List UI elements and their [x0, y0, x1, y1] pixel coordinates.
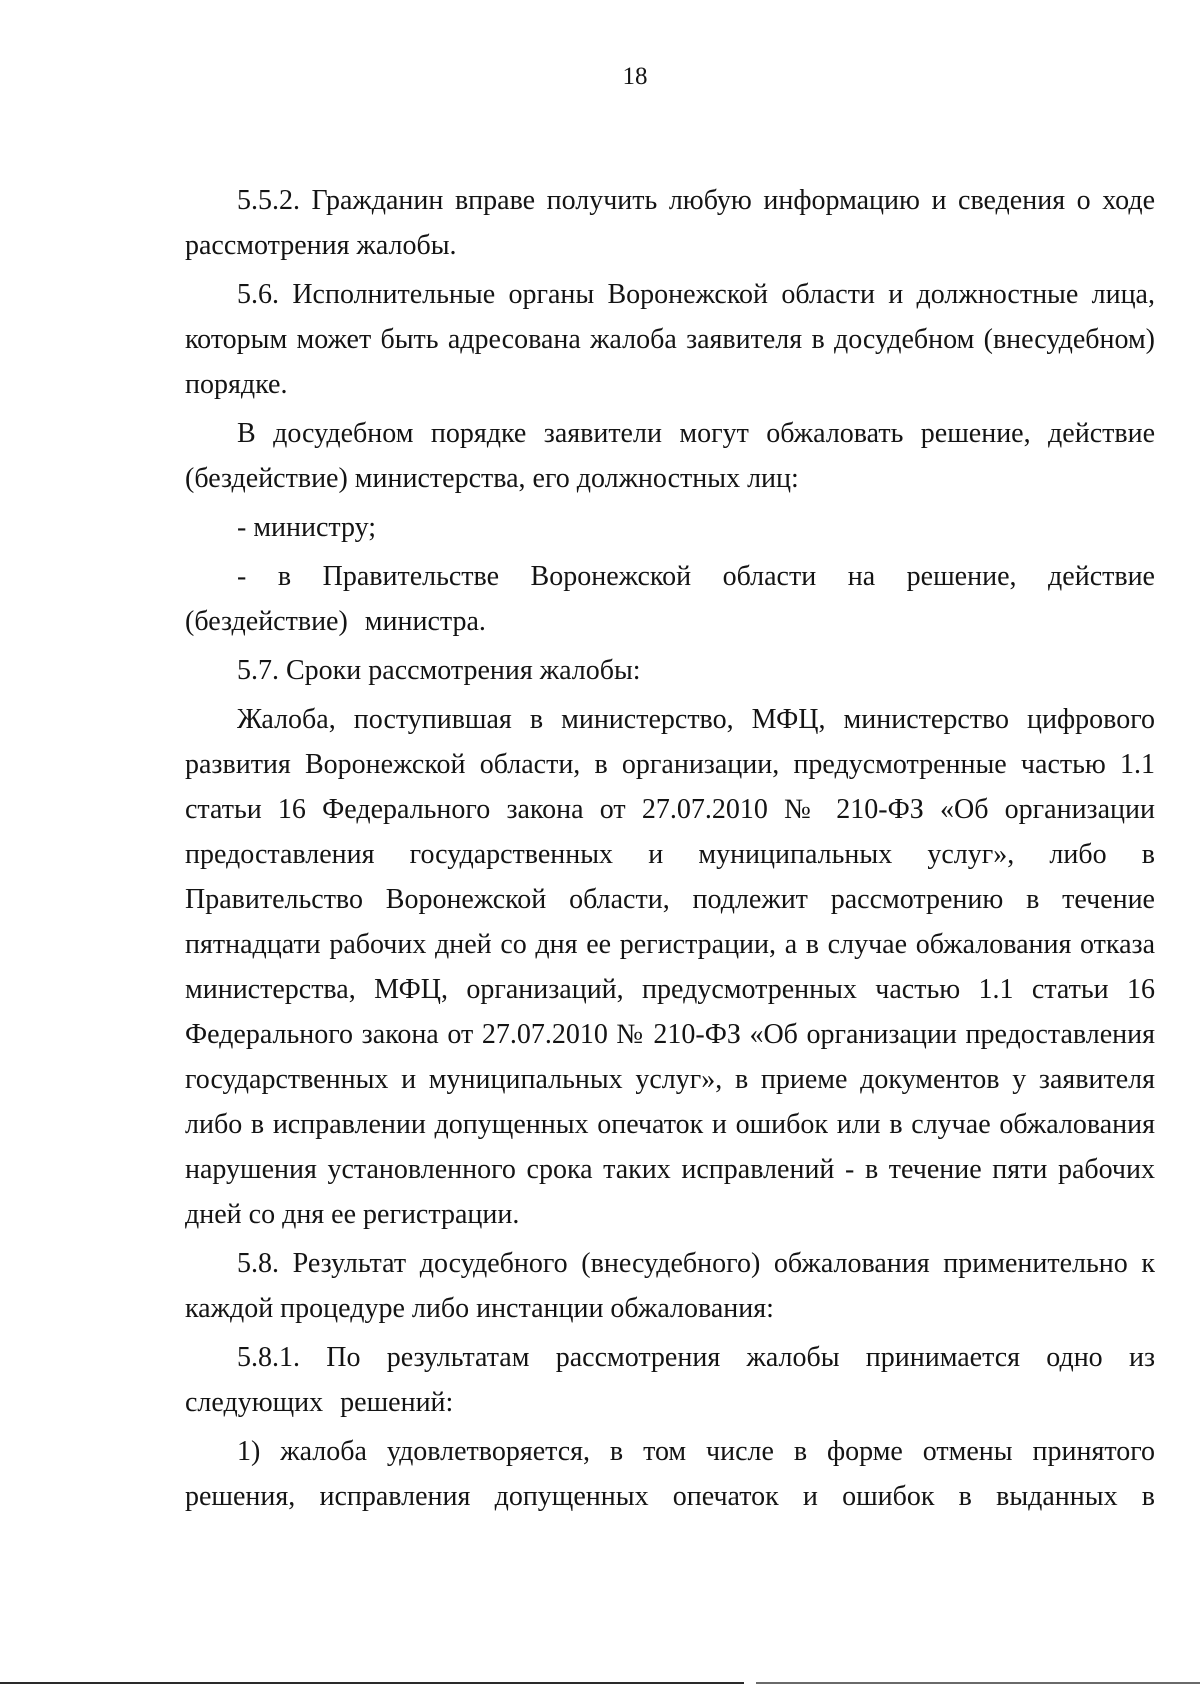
- list-item-complaint-satisfied: 1) жалоба удовлетворяется, в том числе в форме отмены принятого решения, исправления допущенных опечаток и ошибок в выданных в: [185, 1436, 1155, 1512]
- paragraph-complaint-terms: Жалоба, поступившая в министерство, МФЦ, министерство цифрового развития Воронежской области, в организации, предусмотренные частью 1.1 статьи 16 Федерального закона от 27.07.2010 № 210-ФЗ «Об организации предоставления государственных и муниципальных услуг», либо в Правительство Воронежской области, подлежит рассмотрению в течение пятнадцати рабочих дней со дня ее регистрации, а в случае обжалования отказа министерства, МФЦ, организаций, предусмотренных частью 1.1 статьи 16 Федерального закона от 27.07.2010 № 210-ФЗ «Об организации предоставления государственных и муниципальных услуг», в приеме документов у заявителя либо в исправлении допущенных опечаток и ошибок или в случае обжалования нарушения установленного срока таких исправлений - в течение пяти рабочих дней со дня ее регистрации.: [185, 704, 1155, 1230]
- list-item-minister: - министру;: [237, 512, 377, 543]
- paragraph-5-8: 5.8. Результат досудебного (внесудебного) обжалования применительно к каждой процедуре либо инстанции обжалования:: [185, 1248, 1155, 1324]
- document-body: [185, 178, 1155, 1523]
- paragraph-pretrial-appeal: В досудебном порядке заявители могут обжаловать решение, действие (бездействие) министерства, его должностных лиц:: [185, 418, 1155, 494]
- bottom-edge-line: [0, 1682, 1200, 1684]
- paragraph-5-7: 5.7. Сроки рассмотрения жалобы:: [237, 655, 641, 686]
- paragraph-5-8-1: 5.8.1. По результатам рассмотрения жалобы принимается одно из следующих решений:: [185, 1342, 1155, 1418]
- paragraph-5-5-2: 5.5.2. Гражданин вправе получить любую информацию и сведения о ходе рассмотрения жалобы.: [185, 185, 1155, 261]
- page-number: 18: [622, 63, 648, 90]
- list-item-government: - в Правительстве Воронежской области на решение, действие (бездействие) министра.: [185, 561, 1155, 637]
- paragraph-5-6: 5.6. Исполнительные органы Воронежской области и должностные лица, которым может быть адресована жалоба заявителя в досудебном (внесудебном) порядке.: [185, 279, 1155, 400]
